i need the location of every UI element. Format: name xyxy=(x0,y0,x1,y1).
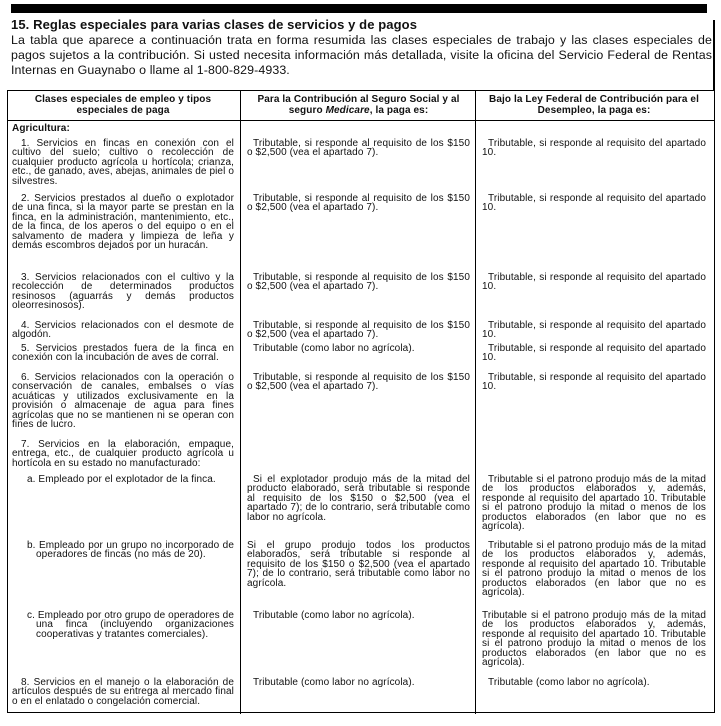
table-row xyxy=(8,676,714,714)
cell-ss-medicare xyxy=(240,438,476,473)
cell-ss-medicare: Tributable, si responde al requisito de los $150 o $2,500 (vea el apartado 7). xyxy=(240,137,476,192)
header-futa: Bajo la Ley Federal de Contribución para el Desempleo, la paga es: xyxy=(489,94,699,116)
cell-class-of-work: 6. Servicios relacionados con la operación o conservación de canales, embalses o vías acuáticas y utilizados exclusivamente en la provisión o almacenaje de agua para fines agrícolas que no se mantienen ni se operan con fines de lucro. xyxy=(12,372,234,431)
cell-class-of-work: a. Empleado por el explotador de la finca. xyxy=(27,474,216,485)
table-header-row xyxy=(8,91,714,121)
cell-ss-medicare: Tributable, si responde al requisito de los $150 o $2,500 (vea el apartado 7). xyxy=(240,192,476,271)
header-ss-medicare-pre: Para la Contribución al Seguro Social y al seguro xyxy=(257,94,460,116)
table-row xyxy=(8,371,714,438)
cell-class-of-work: 5. Servicios prestados fuera de la finca en conexión con la incubación de aves de corral. xyxy=(12,343,234,364)
cell-ss-medicare: Tributable, si responde al requisito de los $150 o $2,500 (vea el apartado 7). xyxy=(240,371,476,438)
cell-futa: Tributable, si responde al requisito del apartado 10. xyxy=(482,193,706,214)
table-row xyxy=(8,539,714,609)
table-row xyxy=(8,137,714,192)
section-title: 15. Reglas especiales para varias clases de servicios y de pagos xyxy=(11,17,418,32)
cell-futa: Tributable, si responde al requisito del apartado 10. xyxy=(482,372,706,393)
table-row xyxy=(8,271,714,319)
cell-class-of-work: 8. Servicios en el manejo o la elaboración de artículos después de su entrega al mercado final o en el enlatado o congelación comercial. xyxy=(12,677,234,707)
cell-futa: Tributable, si responde al requisito del apartado 10. xyxy=(482,320,706,341)
cell-ss-medicare: Si el explotador produjo más de la mitad del producto elaborado, será tributable si responde al requisito de los $150 o $2,500 (vea el apartado 7); de lo contrario, será tributable como labor no agrícola. xyxy=(240,473,476,539)
cell-ss-medicare: Tributable (como labor no agrícola). xyxy=(240,342,476,371)
cell-class-of-work: 7. Servicios en la elaboración, empaque, entrega, etc., de cualquier producto agrícola u hortícola en su estado no manufacturado: xyxy=(12,439,234,469)
cell-ss-medicare: Tributable, si responde al requisito de los $150 o $2,500 (vea el apartado 7). xyxy=(240,271,476,319)
cell-class-of-work: c. Empleado por otro grupo de operadores de una finca (incluyendo organizaciones cooperativas y tratantes comerciales). xyxy=(27,610,234,640)
cell-futa xyxy=(476,438,714,473)
intro-paragraph: La tabla que aparece a continuación trata en forma resumida las clases especiales de trabajo y las clases especiales de pagos sujetos a la contribución. Si usted necesita información más detallada, visite la oficina del Servicio Federal de Rentas Internas en Guaynabo o llame al 1-800-829-4933. xyxy=(11,33,712,77)
header-class-of-work: Clases especiales de empleo y tipos especiales de paga xyxy=(34,94,212,116)
cell-class-of-work: 4. Servicios relacionados con el desmote de algodón. xyxy=(12,320,234,341)
page-top-rule xyxy=(11,4,707,13)
cell-ss-medicare: Tributable (como labor no agrícola). xyxy=(240,609,476,676)
header-medicare-italic: Medicare xyxy=(325,105,370,116)
header-ss-medicare xyxy=(240,91,476,120)
cell-ss-medicare: Tributable (como labor no agrícola). xyxy=(240,676,476,714)
cell-futa: Tributable, si responde al requisito del apartado 10. xyxy=(482,343,706,364)
page-right-rule xyxy=(713,20,715,90)
special-rules-table xyxy=(7,90,715,713)
cell-futa: Tributable, si responde al requisito del apartado 10. xyxy=(482,272,706,293)
cell-ss-medicare: Tributable, si responde al requisito de los $150 o $2,500 (vea el apartado 7). xyxy=(240,319,476,342)
section-label-row xyxy=(8,121,714,137)
cell-class-of-work: 3. Servicios relacionados con el cultivo y la recolección de determinados productos resinosos (aguarrás y demás productos oleorresinosos). xyxy=(12,272,234,312)
table-row xyxy=(8,192,714,271)
cell-ss-medicare xyxy=(240,121,476,137)
section-label: Agricultura: xyxy=(12,123,70,134)
table-row xyxy=(8,609,714,676)
cell-ss-medicare: Si el grupo produjo todos los productos elaborados, será tributable si responde al requisito de los $150 o $2,500 (vea el apartado 7); de lo contrario, será tributable como labor no agrícola. xyxy=(240,539,476,609)
cell-futa: Tributable si el patrono produjo más de la mitad de los productos elaborados y, además, responde al requisito del apartado 10. Tributable si el patrono produjo la mitad o menos de los productos elaborados (en labor que no es agrícola). xyxy=(482,540,706,599)
cell-futa: Tributable si el patrono produjo más de la mitad de los productos elaborados y, además, responde al requisito del apartado 10. Tributable si el patrono produjo la mitad o menos de los productos elaborados (en labor que no es agrícola). xyxy=(482,610,706,669)
cell-class-of-work: 2. Servicios prestados al dueño o explotador de una finca, si la mayor parte se prestan en la finca, en la administración, mantenimiento, etc., de la finca, de los aperos o del equipo o en el salvamento de madera y limpieza de leña y demás escombros dejados por un huracán. xyxy=(12,193,234,252)
cell-futa: Tributable (como labor no agrícola). xyxy=(488,677,650,688)
cell-futa: Tributable si el patrono produjo más de la mitad de los productos elaborados y, además, responde al requisito del apartado 10. Tributable si el patrono produjo la mitad o menos de los productos elaborados (en labor que no es agrícola). xyxy=(482,474,706,533)
cell-futa xyxy=(476,121,714,137)
cell-class-of-work: b. Empleado por un grupo no incorporado de operadores de fincas (no más de 20). xyxy=(27,540,234,561)
table-row xyxy=(8,438,714,473)
header-ss-medicare-post: , la paga es: xyxy=(369,105,429,116)
cell-futa: Tributable, si responde al requisito del apartado 10. xyxy=(482,138,706,159)
table-row xyxy=(8,342,714,371)
table-row xyxy=(8,319,714,342)
cell-class-of-work: 1. Servicios en fincas en conexión con el cultivo del suelo; cultivo o recolección de cualquier producto agrícola u hortícola; crianza, etc., de ganado, aves, abejas, animales de piel o silvestres. xyxy=(12,138,234,187)
table-row xyxy=(8,473,714,539)
